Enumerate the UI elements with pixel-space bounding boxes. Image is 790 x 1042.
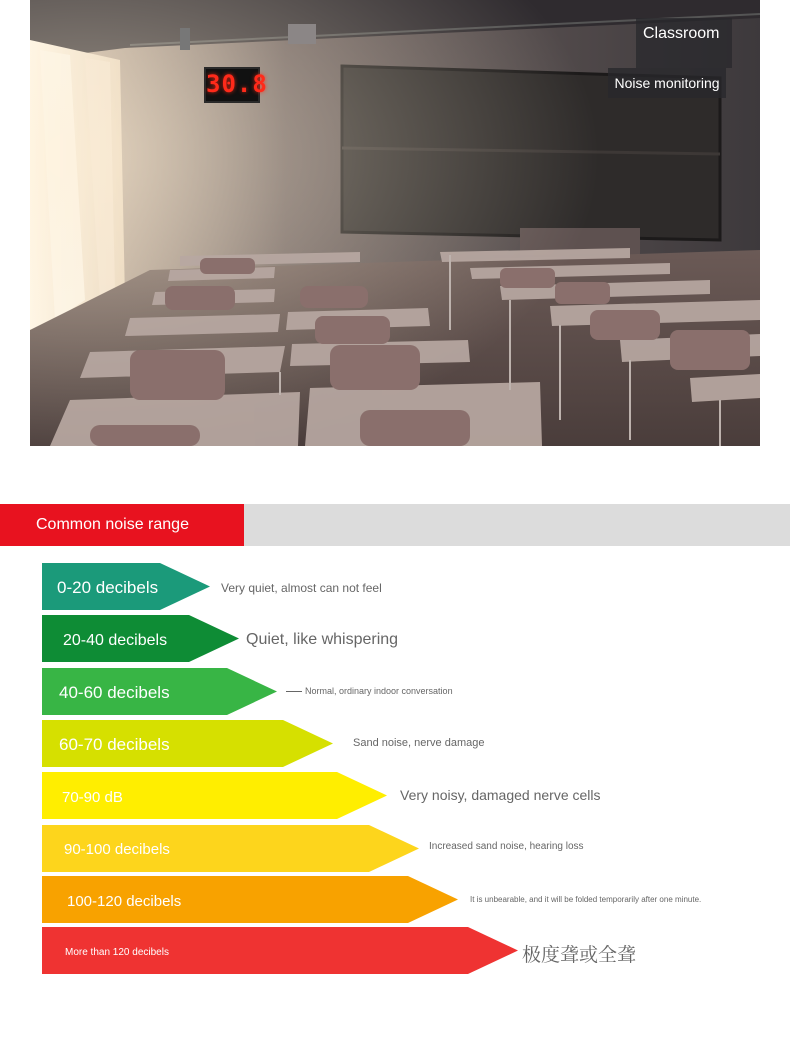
level-desc-60-70: Sand noise, nerve damage: [353, 737, 485, 749]
level-label-100-120: 100-120 decibels: [67, 893, 182, 910]
level-label-70-90: 70-90 dB: [62, 789, 123, 806]
level-label-60-70: 60-70 decibels: [59, 735, 170, 754]
noise-meter-display: 30.8: [204, 67, 260, 103]
hero-tag-classroom: Classroom: [636, 18, 732, 68]
classroom-photo: [30, 0, 760, 446]
level-desc-0-20: Very quiet, almost can not feel: [221, 581, 382, 595]
level-label-90-100: 90-100 decibels: [64, 841, 170, 858]
connector-dash: [286, 691, 302, 692]
level-desc-100-120: It is unbearable, and it will be folded temporarily after one minute.: [470, 895, 702, 904]
level-desc-40-60: Normal, ordinary indoor conversation: [305, 686, 453, 696]
hero-tag-noise-monitoring: Noise monitoring: [608, 68, 726, 98]
level-label-0-20: 0-20 decibels: [57, 578, 159, 597]
level-desc-20-40: Quiet, like whispering: [246, 631, 399, 648]
level-label-40-60: 40-60 decibels: [59, 683, 170, 702]
level-desc-70-90: Very noisy, damaged nerve cells: [400, 787, 601, 803]
level-label-120-plus: More than 120 decibels: [65, 947, 169, 958]
section-title: Common noise range: [0, 504, 244, 546]
level-desc-90-100: Increased sand noise, hearing loss: [429, 841, 584, 852]
level-desc-120-plus: 极度聋或全聋: [522, 944, 637, 966]
level-label-20-40: 20-40 decibels: [63, 632, 168, 649]
